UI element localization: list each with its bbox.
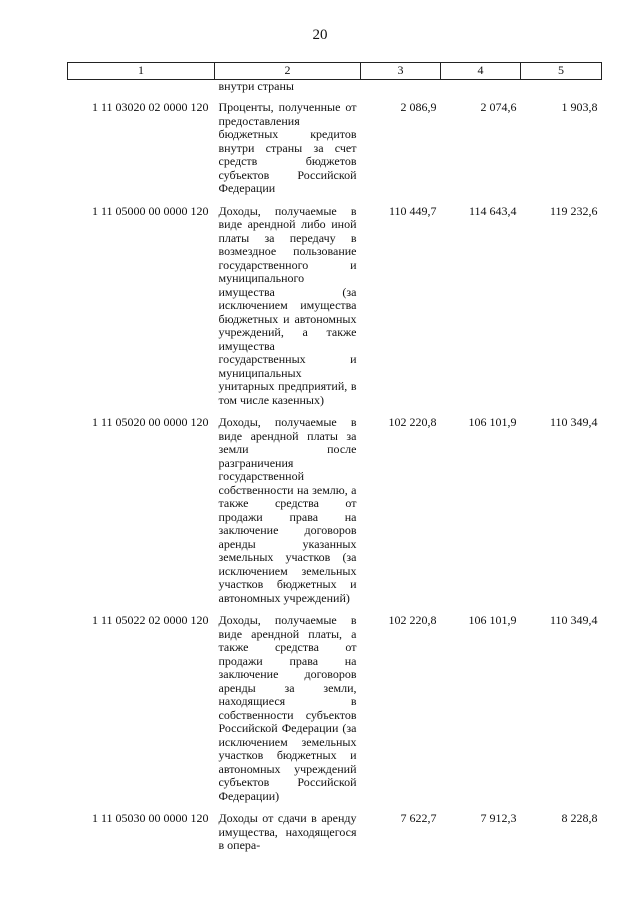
row-value-year2: 114 643,4: [468, 203, 517, 218]
row-code: 1 11 05030 00 0000 120: [91, 811, 209, 825]
row-value-year2: 2 074,6: [480, 100, 517, 114]
row-name: Доходы, получаемые в виде арендной платы, а также средства от продажи права на заключение договоров аренды за земли, находящиеся в собственности субъектов Российской Федерации (за исключением земельных участков бюджетных и автономных учреждений субъектов Российской Федерации): [218, 613, 357, 803]
row-value-year3: 119 232,6: [549, 203, 598, 218]
table-row: [68, 196, 602, 408]
header-col-1: 1: [68, 63, 215, 80]
row-value-year1: 110 449,7: [388, 203, 437, 218]
row-value-year1: 7 622,7: [400, 811, 437, 825]
row-code: 1 11 03020 02 0000 120: [91, 100, 209, 114]
row-name: Доходы, получаемые в виде арендной либо иной платы за передачу в возмездное пользование государственного и муниципального имущества (за исключением имущества бюджетных и автономных учреждений, а также имущества государственных и муниципальных унитарных предприятий, в том числе казенных): [218, 203, 357, 407]
row-name: Доходы, получаемые в виде арендной платы за земли после разграничения государственной собственности на землю, а также средства от продажи права на заключение договоров аренды указанных земельных участков (за исключением земельных участков бюджетных и автономных учреждений): [218, 415, 357, 605]
table-header-row: [68, 63, 602, 80]
table-row: [68, 407, 602, 605]
row-value-year1: 2 086,9: [400, 100, 437, 114]
budget-table: [67, 62, 602, 853]
row-code: 1 11 05000 00 0000 120: [91, 203, 209, 218]
table-row: [68, 92, 602, 196]
row-value-year2: 106 101,9: [468, 613, 517, 627]
header-col-4: 4: [441, 63, 521, 80]
page-number: 20: [312, 27, 328, 43]
continuation-text: внутри страны: [218, 79, 294, 93]
row-name: Проценты, полученные от предоставления бюджетных кредитов внутри страны за счет средств бюджетов субъектов Российской Федерации: [218, 100, 357, 195]
header-col-3: 3: [361, 63, 441, 80]
row-value-year3: 8 228,8: [561, 811, 598, 825]
row-value-year3: 1 903,8: [561, 100, 598, 114]
row-value-year3: 110 349,4: [549, 415, 598, 429]
row-value-year1: 102 220,8: [388, 613, 437, 627]
row-value-year1: 102 220,8: [388, 415, 437, 429]
row-code: 1 11 05022 02 0000 120: [91, 613, 209, 627]
table-row: [68, 605, 602, 803]
header-col-2: 2: [215, 63, 361, 80]
continuation-row: [68, 80, 602, 93]
row-value-year3: 110 349,4: [549, 613, 598, 627]
table-row: [68, 803, 602, 853]
row-value-year2: 7 912,3: [480, 811, 517, 825]
row-value-year2: 106 101,9: [468, 415, 517, 429]
row-name: Доходы от сдачи в аренду имущества, находящегося в опера-: [218, 811, 357, 852]
header-col-5: 5: [521, 63, 602, 80]
row-code: 1 11 05020 00 0000 120: [91, 415, 209, 429]
